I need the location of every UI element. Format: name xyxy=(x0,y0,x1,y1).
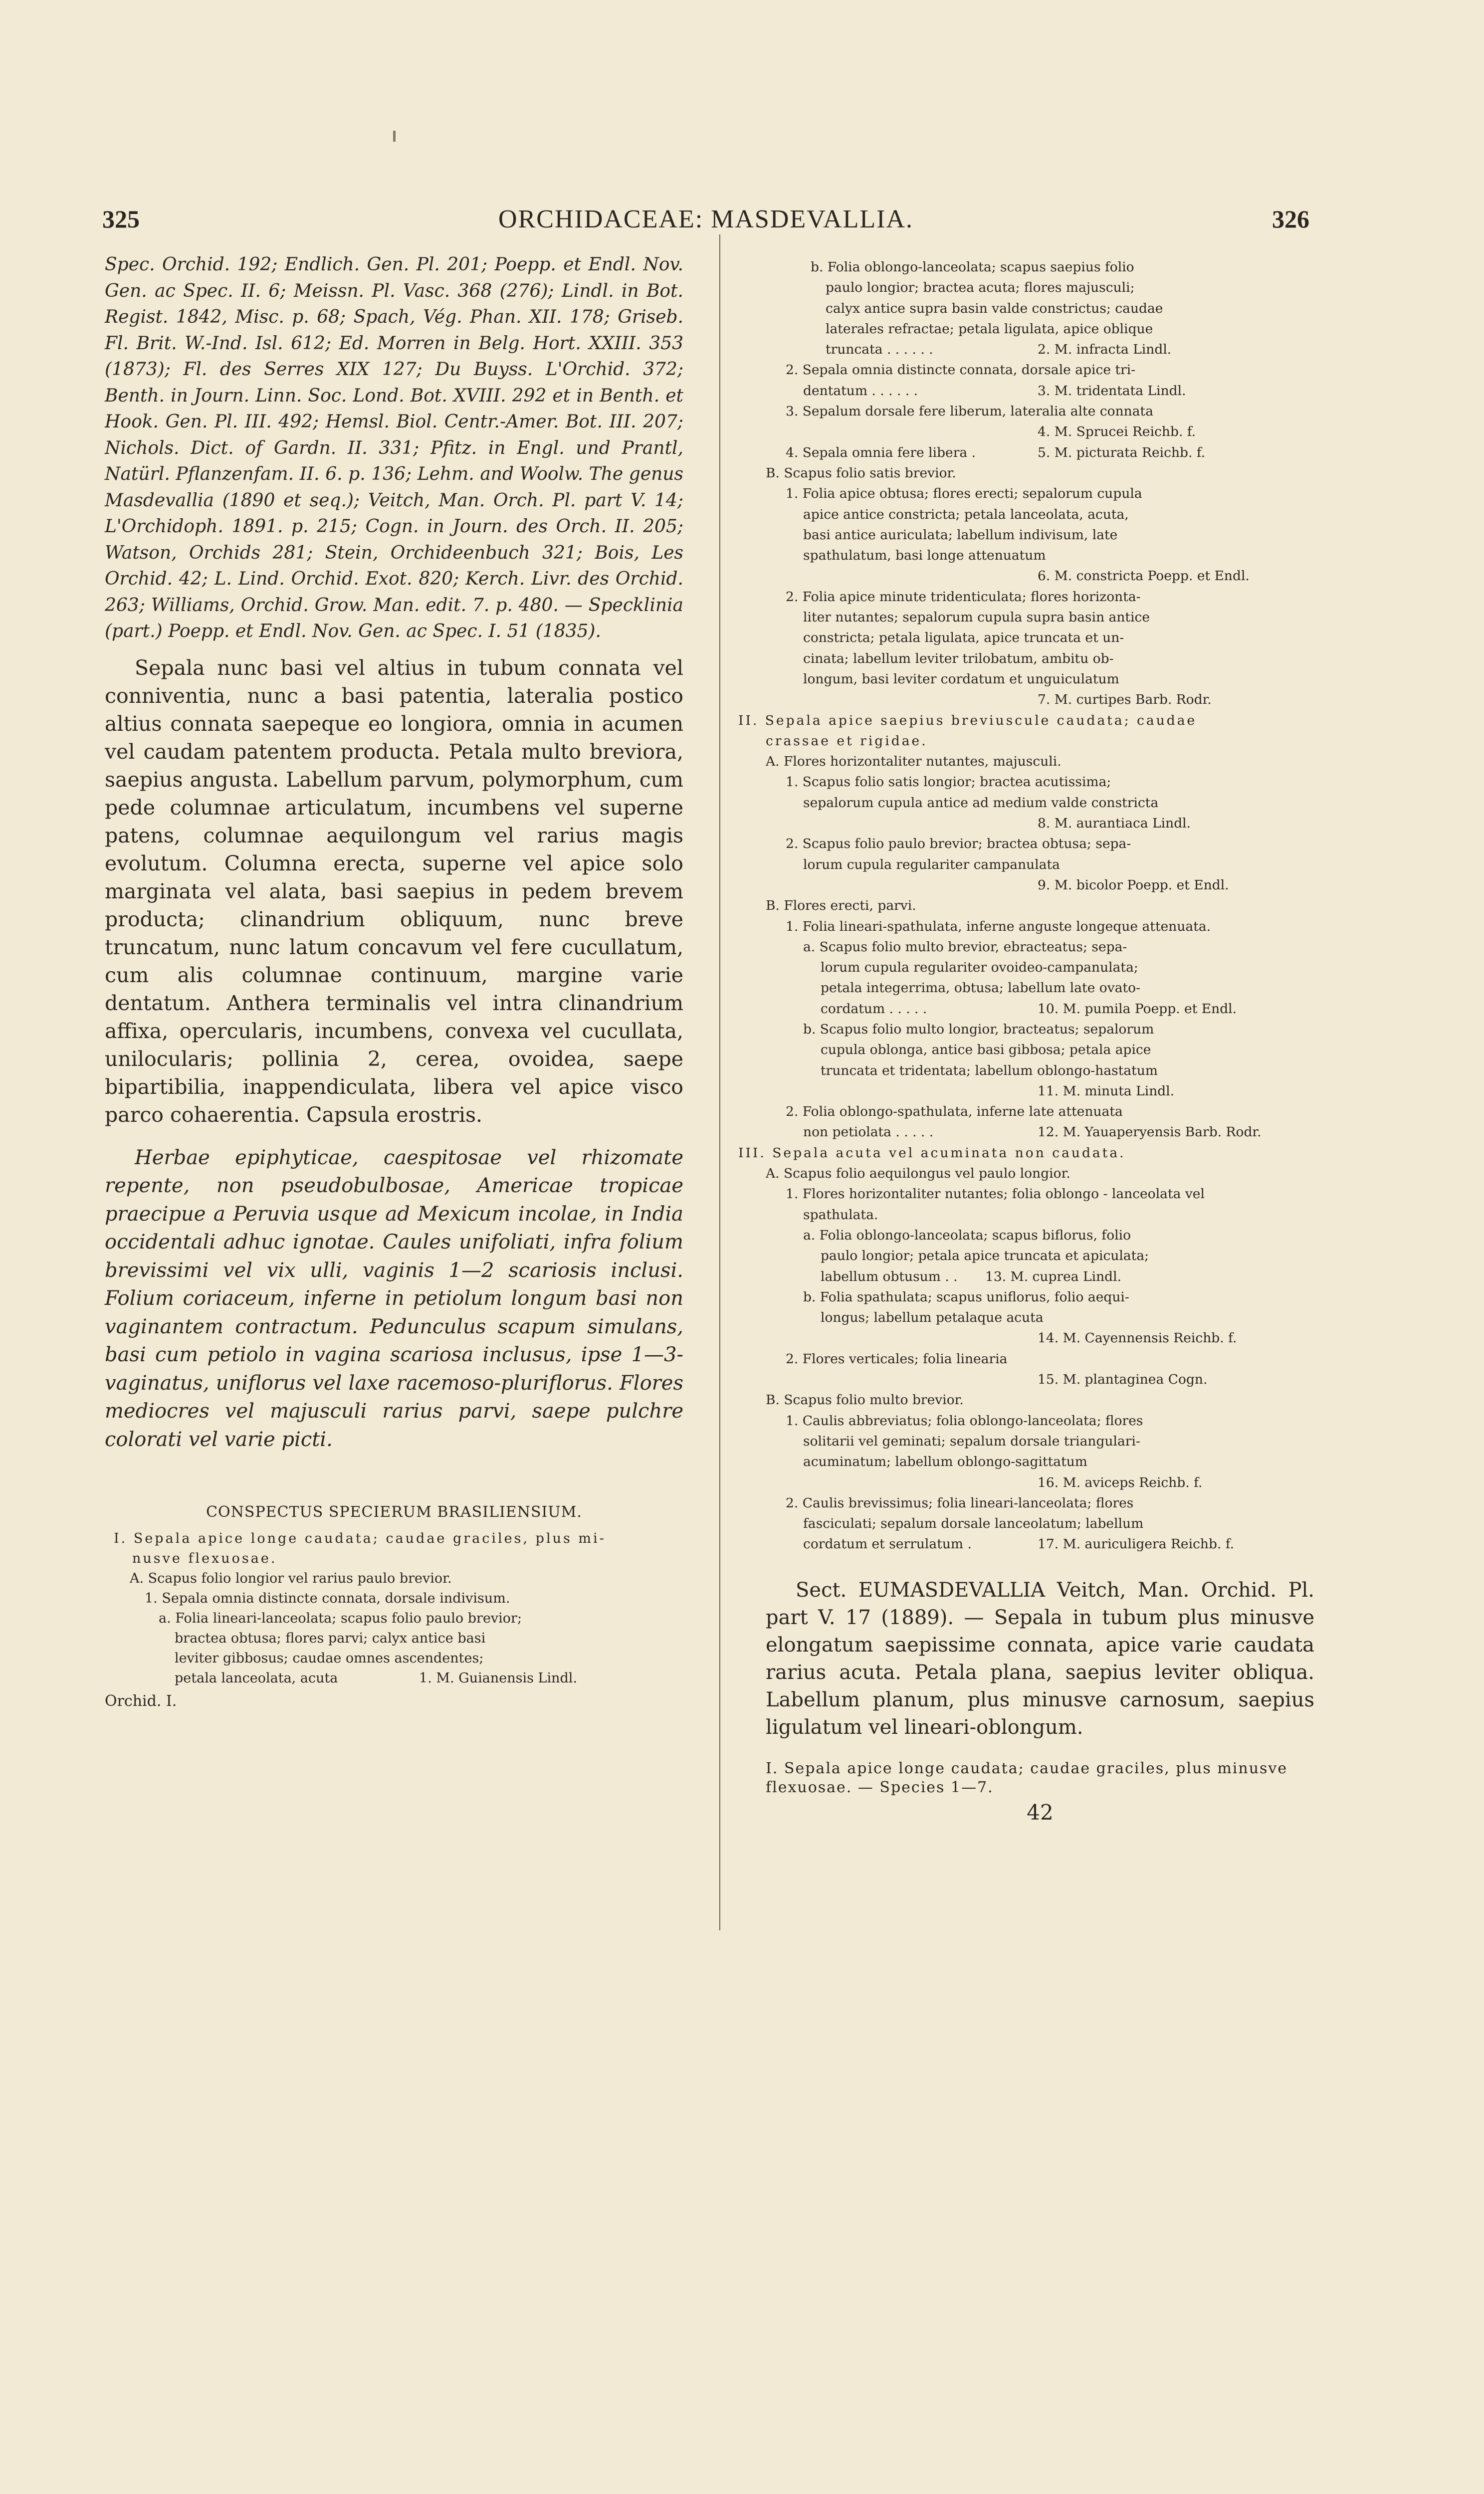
key-line: 2. Sepala omnia distincte connata, dorsale apice tri- xyxy=(786,362,1136,378)
key-line xyxy=(766,999,1314,1019)
species-name: 12. M. Yauaperyensis Barb. Rodr. xyxy=(1038,1124,1262,1140)
key-line: paulo longior; bractea acuta; flores majusculi; xyxy=(826,280,1135,296)
key-line: constricta; petala ligulata, apice truncata et un- xyxy=(803,630,1124,646)
ink-mark xyxy=(393,131,396,142)
key-line: laterales refractae; petala ligulata, apice oblique xyxy=(826,321,1153,337)
key-line: 2. Scapus folio paulo brevior; bractea obtusa; sepa- xyxy=(786,836,1131,852)
key-line: spathulatum, basi longe attenuatum xyxy=(803,548,1046,564)
key-line: paulo longior; petala apice truncata et apiculata; xyxy=(821,1248,1149,1264)
key-line: longus; labellum petalaque acuta xyxy=(821,1310,1044,1326)
key-line: lorum cupula regulariter campanulata xyxy=(803,856,1060,872)
key-line: III. Sepala acuta vel acuminata non caudata. xyxy=(738,1145,1126,1161)
species-name: 17. M. auriculigera Reichb. f. xyxy=(1038,1536,1235,1552)
section-description: Sect. EUMASDEVALLIA Veitch, Man. Orchid. Pl. part V. 17 (1889). — Sepala in tubum plus minusve elongatum saepissime connata, apice varie caudata rarius acuta. Petala plana, saepius leviter obliqua. Labellum planum, plus minusve carnosum, saepius ligulatum vel lineari-oblongum. xyxy=(766,1578,1314,1739)
conspectus-title: CONSPECTUS SPECIERUM BRASILIENSIUM. xyxy=(206,1503,582,1521)
page-number-left: 325 xyxy=(102,205,140,233)
species-name: 13. M. cuprea Lindl. xyxy=(985,1268,1121,1284)
species-name: 11. M. minuta Lindl. xyxy=(1038,1083,1175,1099)
key-line: B. Scapus folio satis brevior. xyxy=(766,465,956,481)
section-key: I. Sepala apice longe caudata; caudae graciles, plus minusve flexuosae. — Species 1—7. xyxy=(766,1759,1288,1796)
signature-mark: Orchid. I. xyxy=(105,1692,177,1710)
species-name: 5. M. picturata Reichb. f. xyxy=(1038,444,1206,460)
key-line: 1. Flores horizontaliter nutantes; folia oblongo - lanceolata vel xyxy=(786,1186,1205,1202)
key-text: labellum obtusum . . xyxy=(821,1268,958,1284)
key-line: acuminatum; labellum oblongo-sagittatum xyxy=(803,1454,1087,1470)
key-line xyxy=(766,339,1314,360)
key-line: B. Scapus folio multo brevior. xyxy=(766,1392,964,1408)
key-text: dentatum . . . . . . xyxy=(803,383,918,399)
species-key-left xyxy=(105,1529,683,1688)
species-key-right xyxy=(738,257,1314,1555)
key-line: basi antice auriculata; labellum indivisum, late xyxy=(803,527,1118,543)
key-line: 1. Sepala omnia distincte connata, dorsale indivisum. xyxy=(145,1591,510,1606)
key-line: a. Folia lineari-lanceolata; scapus folio paulo brevior; xyxy=(159,1611,522,1626)
habit-description: Herbae epiphyticae, caespitosae vel rhizomate repente, non pseudobulbosae, Americae tropicae praecipue a Peruvia usque ad Mexicum incolae, in India occidentali adhuc ignotae. Caules unifoliati, infra folium brevissimi vel vix ulli, vaginis 1—2 scariosis inclusi. Folium coriaceum, inferne in petiolum longum basi non vaginantem contractum. Pedunculus scapum simulans, basi cum petiolo in vagina scariosa inclusus, ipse 1—3-vaginatus, uniflorus vel laxe racemoso-pluriflorus. Flores mediocres vel majusculi rarius parvi, saepe pulchre colorati vel varie picti. xyxy=(105,1146,683,1451)
key-line: cupula oblonga, antice basi gibbosa; petala apice xyxy=(821,1042,1151,1058)
key-line: 1. Caulis abbreviatus; folia oblongo-lanceolata; flores xyxy=(786,1413,1143,1429)
key-text: truncata . . . . . . xyxy=(826,342,933,358)
species-name: 9. M. bicolor Poepp. et Endl. xyxy=(1038,877,1229,893)
key-line: bracteа obtusa; flores parvi; calyx antice basi xyxy=(175,1631,486,1646)
key-line: I. Sepala apice longe caudata; caudae graciles, plus mi- xyxy=(114,1531,606,1546)
key-line: a. Folia oblongo-lanceolata; scapus biflorus, folio xyxy=(803,1227,1131,1243)
key-line: A. Scapus folio aequilongus vel paulo longior. xyxy=(766,1166,1070,1182)
key-text: cordatum et serrulatum . xyxy=(803,1536,972,1552)
key-text: non petiolata . . . . . xyxy=(803,1124,934,1140)
key-line xyxy=(766,1122,1314,1142)
key-line: 1. Folia lineari-spathulata, inferne anguste longeque attenuata. xyxy=(786,918,1211,934)
key-line: 1. Folia apice obtusa; flores erecti; sepalorum cupula xyxy=(786,486,1142,502)
key-line: longum, basi leviter cordatum et unguiculatum xyxy=(803,671,1119,687)
key-line: sepalorum cupula antice ad medium valde constricta xyxy=(803,795,1159,811)
column-divider xyxy=(719,234,722,1930)
species-name: 7. M. curtipes Barb. Rodr. xyxy=(1038,692,1212,708)
key-line xyxy=(766,1266,1314,1287)
key-line: II. Sepala apice saepius breviuscule caudata; caudae xyxy=(738,712,1197,728)
key-line: A. Flores horizontaliter nutantes, majusculi. xyxy=(766,754,1061,770)
running-title: ORCHIDACEAE: MASDEVALLIA. xyxy=(498,205,913,233)
key-line xyxy=(105,1668,683,1688)
species-name: 4. M. Sprucei Reichb. f. xyxy=(1038,424,1196,440)
species-name: 10. M. pumila Poepp. et Endl. xyxy=(1038,1001,1237,1017)
page-header xyxy=(102,205,1309,239)
species-name: 1. M. Guianensis Lindl. xyxy=(419,1670,577,1686)
key-line: apice antice constricta; petala lanceolata, acuta, xyxy=(803,506,1129,522)
species-name: 6. M. constricta Poepp. et Endl. xyxy=(1038,568,1250,584)
key-line: calyx antice supra basin valde constrictus; caudae xyxy=(826,300,1163,316)
footer-page-number: 42 xyxy=(1027,1800,1054,1825)
key-line: liter nutantes; sepalorum cupula supra basin antice xyxy=(803,610,1150,625)
species-name: 16. M. aviceps Reichb. f. xyxy=(1038,1474,1203,1490)
species-name: 2. M. infracta Lindl. xyxy=(1038,342,1172,358)
key-text: cordatum . . . . . xyxy=(821,1001,927,1017)
key-text: 4. Sepala omnia fere libera . xyxy=(786,444,976,460)
key-line: cinata; labellum leviter trilobatum, ambitu ob- xyxy=(803,650,1114,666)
key-line: 1. Scapus folio satis longior; bractea acutissima; xyxy=(786,774,1111,790)
key-line: b. Folia spathulata; scapus uniflorus, folio aequi- xyxy=(803,1289,1129,1305)
key-line: 3. Sepalum dorsale fere liberum, lateralia alte connata xyxy=(786,404,1153,419)
key-line: B. Flores erecti, parvi. xyxy=(766,898,916,914)
key-line: b. Folia oblongo-lanceolata; scapus saepius folio xyxy=(811,259,1134,275)
key-line: A. Scapus folio longior vel rarius paulo brevior. xyxy=(130,1571,452,1586)
key-line: 2. Folia apice minute tridenticulata; flores horizonta- xyxy=(786,589,1141,605)
key-line: a. Scapus folio multo brevior, ebracteatus; sepa- xyxy=(803,939,1127,955)
key-line: spathulata. xyxy=(803,1207,878,1223)
key-line xyxy=(766,1534,1314,1554)
key-line: b. Scapus folio multo longior, bracteatus; sepalorum xyxy=(803,1021,1154,1037)
key-line: solitarii vel geminati; sepalum dorsale triangulari- xyxy=(803,1433,1140,1449)
key-text: petala lanceolata, acuta xyxy=(175,1670,338,1686)
genus-description: Sepala nunc basi vel altius in tubum connata vel conniventia, nunc a basi patentia, lateralia postico altius connata saepeque eo longiora, omnia in acumen vel caudam patentem producta. Petala multo breviora, saepius angusta. Labellum parvum, polymorphum, cum pede columnae articulatum, incumbens vel superne patens, columnae aequilongum vel rarius magis evolutum. Columna erecta, superne vel apice solo marginata vel alata, basi saepius in pedem brevem producta; clinandrium obliquum, nunc breve truncatum, nunc latum concavum vel fere cucullatum, cum alis columnae continuum, margine varie dentatum. Anthera terminalis vel intra clinandrium affixa, opercularis, incumbens, convexa vel cucullata, unilocularis; pollinia 2, cerea, ovoidea, saepe bipartibilia, inappendiculata, libera vel apice visco parco cohaerentia. Capsula erostris. xyxy=(105,655,683,1127)
key-line: truncata et tridentata; labellum oblongo-hastatum xyxy=(821,1062,1158,1078)
key-line: leviter gibbosus; caudae omnes ascendentes; xyxy=(175,1651,484,1666)
key-line: lorum cupula regulariter ovoideo-campanulata; xyxy=(821,960,1138,976)
key-line: fasciculati; sepalum dorsale lanceolatum; labellum xyxy=(803,1516,1144,1532)
bibliography: Spec. Orchid. 192; Endlich. Gen. Pl. 201; Poepp. et Endl. Nov. Gen. ac Spec. II. 6; Meissn. Pl. Vasc. 368 (276); Lindl. in Bot. Regist. 1842, Misc. p. 68; Spach, Vég. Phan. XII. 178; Griseb. Fl. Brit. W.-Ind. Isl. 612; Ed. Morren in Belg. Hort. XXIII. 353 (1873); Fl. des Serres XIX 127; Du Buyss. L'Orchid. 372; Benth. in Journ. Linn. Soc. Lond. Bot. XVIII. 292 et in Benth. et Hook. Gen. Pl. III. 492; Hemsl. Biol. Centr.-Amer. Bot. III. 207; Nichols. Dict. of Gardn. II. 331; Pfitz. in Engl. und Prantl, Natürl. Pflanzenfam. II. 6. p. 136; Lehm. and Woolw. The genus Masdevallia (1890 et seq.); Veitch, Man. Orch. Pl. part V. 14; L'Orchidoph. 1891. p. 215; Cogn. in Journ. des Orch. II. 205; Watson, Orchids 281; Stein, Orchideenbuch 321; Bois, Les Orchid. 42; L. Lind. Orchid. Exot. 820; Kerch. Livr. des Orchid. 263; Williams, Orchid. Grow. Man. edit. 7. p. 480. — Specklinia (part.) Poepp. et Endl. Nov. Gen. ac Spec. I. 51 (1835). xyxy=(105,254,683,641)
key-line: petala integerrima, obtusa; labellum late ovato- xyxy=(821,980,1141,996)
page-number-right: 326 xyxy=(1272,205,1309,233)
key-line: nusve flexuosae. xyxy=(132,1551,277,1566)
key-line: 2. Folia oblongo-spathulata, inferne late attenuata xyxy=(786,1104,1123,1120)
key-line xyxy=(766,381,1314,401)
key-line: 2. Caulis brevissimus; folia lineari-lanceolata; flores xyxy=(786,1495,1134,1511)
species-name: 15. M. plantaginea Cogn. xyxy=(1038,1372,1208,1388)
right-column xyxy=(738,257,1314,1825)
species-name: 8. M. aurantiaca Lindl. xyxy=(1038,816,1191,831)
species-name: 14. M. Cayennensis Reichb. f. xyxy=(1038,1330,1237,1346)
key-line xyxy=(766,442,1314,463)
left-column xyxy=(105,252,683,1710)
species-name: 3. M. tridentata Lindl. xyxy=(1038,383,1186,399)
key-line: crassae et rigidae. xyxy=(766,733,928,749)
key-line: 2. Flores verticales; folia linearia xyxy=(786,1351,1008,1367)
